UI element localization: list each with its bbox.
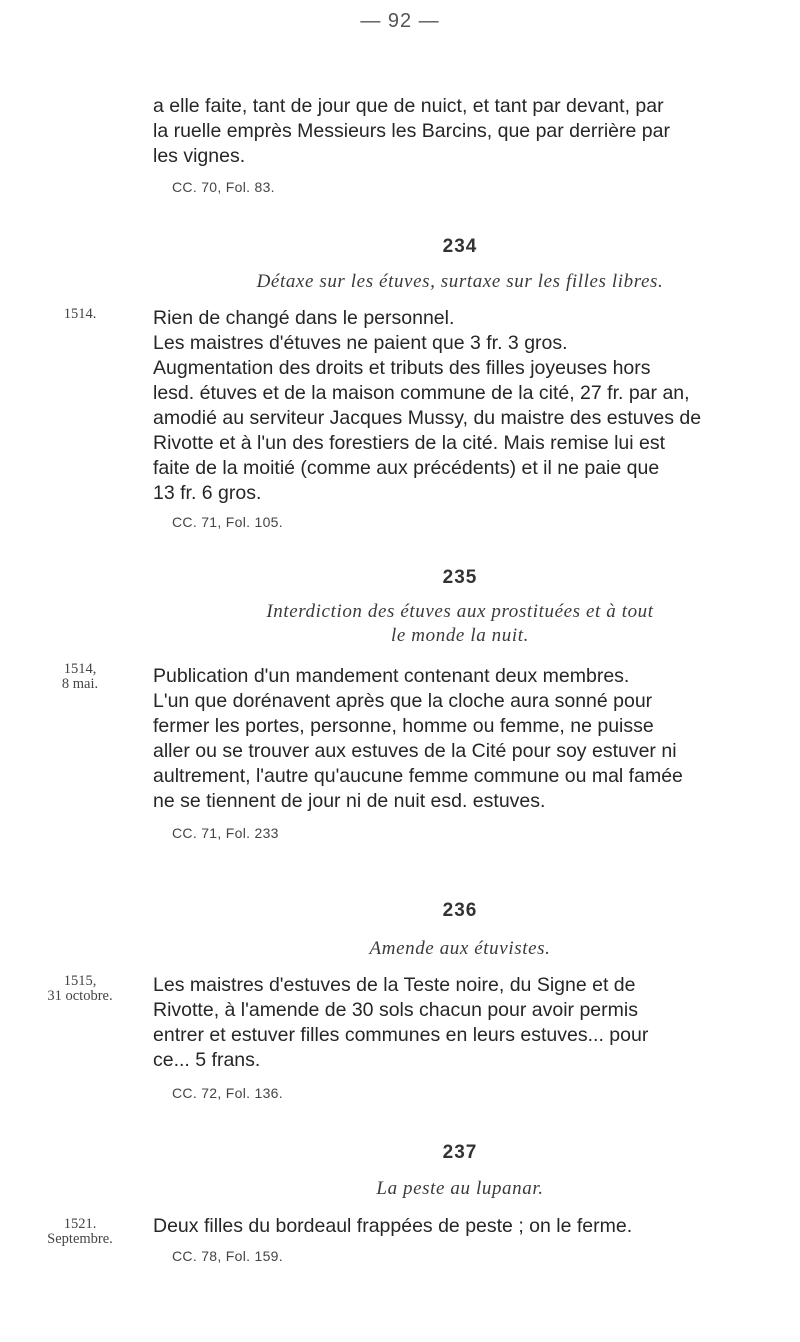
margin-date-234: [20, 307, 140, 322]
margin-date-line: Septembre.: [47, 1231, 113, 1247]
entry-body-234: [153, 306, 765, 506]
text-line: Publication d'un mandement contenant deux membres.: [153, 665, 630, 687]
text-line: lesd. étuves et de la maison commune de la cité, 27 fr. par an,: [153, 382, 690, 404]
margin-date-line: 31 octobre.: [47, 988, 113, 1004]
margin-date-236: [20, 974, 140, 1004]
entry-reference-236: CC. 72, Fol. 136.: [172, 1085, 283, 1101]
margin-date-line: 1515,: [63, 973, 97, 989]
text-line: Les maistres d'étuves ne paient que 3 fr. 3 gros.: [153, 332, 568, 354]
title-line: le monde la nuit.: [391, 625, 529, 646]
text-line: L'un que dorénavent après que la cloche aura sonné pour: [153, 690, 653, 712]
text-line: fermer les portes, personne, homme ou femme, ne puisse: [153, 715, 654, 737]
entry-reference-234: CC. 71, Fol. 105.: [172, 514, 283, 530]
entry-number-234: 234: [442, 236, 478, 257]
title-line: La peste au lupanar.: [376, 1178, 544, 1199]
entry-number-235: 235: [442, 567, 478, 588]
text-line: Rien de changé dans le personnel.: [153, 307, 455, 329]
text-line: Augmentation des droits et tributs des filles joyeuses hors: [153, 357, 651, 379]
entry-body-236: [153, 973, 765, 1073]
intro-reference: CC. 70, Fol. 83.: [172, 179, 275, 195]
text-line: entrer et estuver filles communes en leurs estuves... pour: [153, 1024, 649, 1046]
text-line: a elle faite, tant de jour que de nuict, et tant par devant, par: [153, 95, 664, 117]
margin-date-line: 8 mai.: [61, 676, 99, 692]
margin-date-line: 1514,: [63, 661, 97, 677]
entry-body-237: [153, 1214, 765, 1239]
margin-date-237: [20, 1217, 140, 1247]
text-line: Les maistres d'estuves de la Teste noire, du Signe et de: [153, 974, 636, 996]
entry-title-237: [0, 1177, 800, 1201]
entry-reference-235: CC. 71, Fol. 233: [172, 825, 279, 841]
margin-date-line: 1514.: [63, 306, 97, 322]
text-line: Rivotte, à l'amende de 30 sols chacun pour avoir permis: [153, 999, 638, 1021]
title-line: Amende aux étuvistes.: [369, 938, 551, 959]
page-number: — 92 —: [360, 10, 440, 32]
entry-number-236: 236: [442, 900, 478, 921]
entry-title-234: [0, 270, 800, 294]
entry-title-235: [0, 600, 800, 648]
margin-date-235: [20, 662, 140, 692]
text-line: amodié au serviteur Jacques Mussy, du maistre des estuves de: [153, 407, 702, 429]
entry-number-237: 237: [442, 1142, 478, 1163]
text-line: ce... 5 frans.: [153, 1049, 261, 1071]
entry-body-235: [153, 664, 765, 814]
title-line: Interdiction des étuves aux prostituées et à tout: [266, 601, 654, 622]
text-line: aller ou se trouver aux estuves de la Cité pour soy estuver ni: [153, 740, 677, 762]
text-line: ne se tiennent de jour ni de nuit esd. estuves.: [153, 790, 546, 812]
title-line: Détaxe sur les étuves, surtaxe sur les filles libres.: [256, 271, 664, 292]
text-line: la ruelle emprès Messieurs les Barcins, que par derrière par: [153, 120, 670, 142]
text-line: faite de la moitié (comme aux précédents) et il ne paie que: [153, 457, 660, 479]
text-line: Deux filles du bordeaul frappées de peste ; on le ferme.: [153, 1215, 633, 1237]
text-line: aultrement, l'autre qu'aucune femme commune ou mal famée: [153, 765, 683, 787]
intro-paragraph: [153, 94, 765, 169]
text-line: 13 fr. 6 gros.: [153, 482, 262, 504]
entry-title-236: [0, 937, 800, 961]
text-line: les vignes.: [153, 145, 246, 167]
margin-date-line: 1521.: [63, 1216, 97, 1232]
entry-reference-237: CC. 78, Fol. 159.: [172, 1248, 283, 1264]
text-line: Rivotte et à l'un des forestiers de la cité. Mais remise lui est: [153, 432, 666, 454]
